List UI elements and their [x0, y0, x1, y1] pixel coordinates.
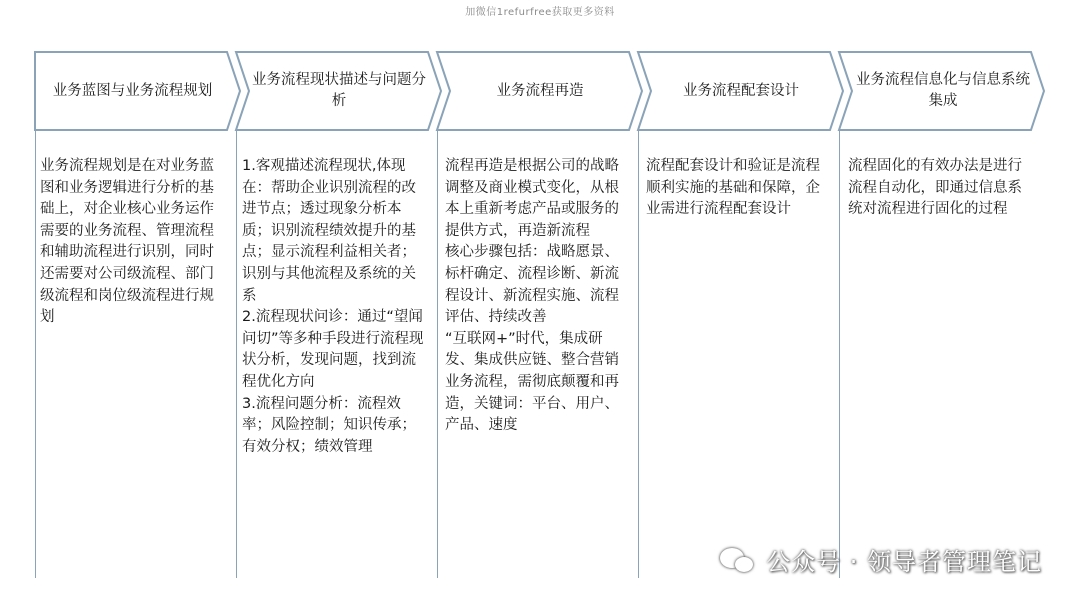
column-divider: [35, 130, 36, 578]
body-col-1: 业务流程规划是在对业务蓝图和业务逻辑进行分析的基础上，对企业核心业务运作需要的业务流程、管理流程和辅助流程进行识别，同时还需要对公司级流程、部门级流程和岗位级流程进行规划: [40, 158, 214, 326]
header-col-4: 业务流程配套设计: [683, 82, 799, 99]
column-divider: [437, 130, 438, 578]
watermark-text: 公众号 · 领导者管理笔记: [766, 548, 1042, 576]
header-col-1: 业务蓝图与业务流程规划: [52, 82, 213, 99]
body-col-2: 1.客观描述流程现状,体现在：帮助企业识别流程的改进节点；透过现象分析本质；识别流程绩效提升的基点；显示流程利益相关者；识别与其他流程及系统的关系 2.流程现状问诊：通过“望闻问切”等多种手段进行流程现状分析，发现问题，找到流程优化方向 3.流程问题分析：流程效率；风险控制；知识传承；有效分权；绩效管理: [242, 158, 424, 455]
body-col-4: 流程配套设计和验证是流程顺利实施的基础和保障，企业需进行流程配套设计: [646, 158, 820, 218]
header-col-2: 业务流程现状描述与问题分析: [252, 72, 426, 109]
top-note: 加微信1refurfree获取更多资料: [465, 7, 615, 18]
header-col-5: 业务流程信息化与信息系统集成: [856, 72, 1030, 109]
wechat-icon: [720, 546, 754, 574]
watermark: [720, 542, 1042, 577]
header-col-3: 业务流程再造: [496, 82, 584, 99]
column-divider: [236, 130, 237, 578]
column-divider: [839, 130, 840, 578]
body-col-3: 流程再造是根据公司的战略调整及商业模式变化，从根本上重新考虑产品或服务的提供方式，再造新流程 核心步骤包括：战略愿景、标杆确定、流程诊断、新流程设计、新流程实施、流程评估、持续改善 “互联网+”时代，集成研发、集成供应链、整合营销业务流程，需彻底颠覆和再造，关键词：平台、用户、产品、速度: [445, 158, 619, 434]
body-col-5: 流程固化的有效办法是进行流程自动化，即通过信息系统对流程进行固化的过程: [848, 158, 1022, 218]
column-divider: [638, 130, 639, 578]
